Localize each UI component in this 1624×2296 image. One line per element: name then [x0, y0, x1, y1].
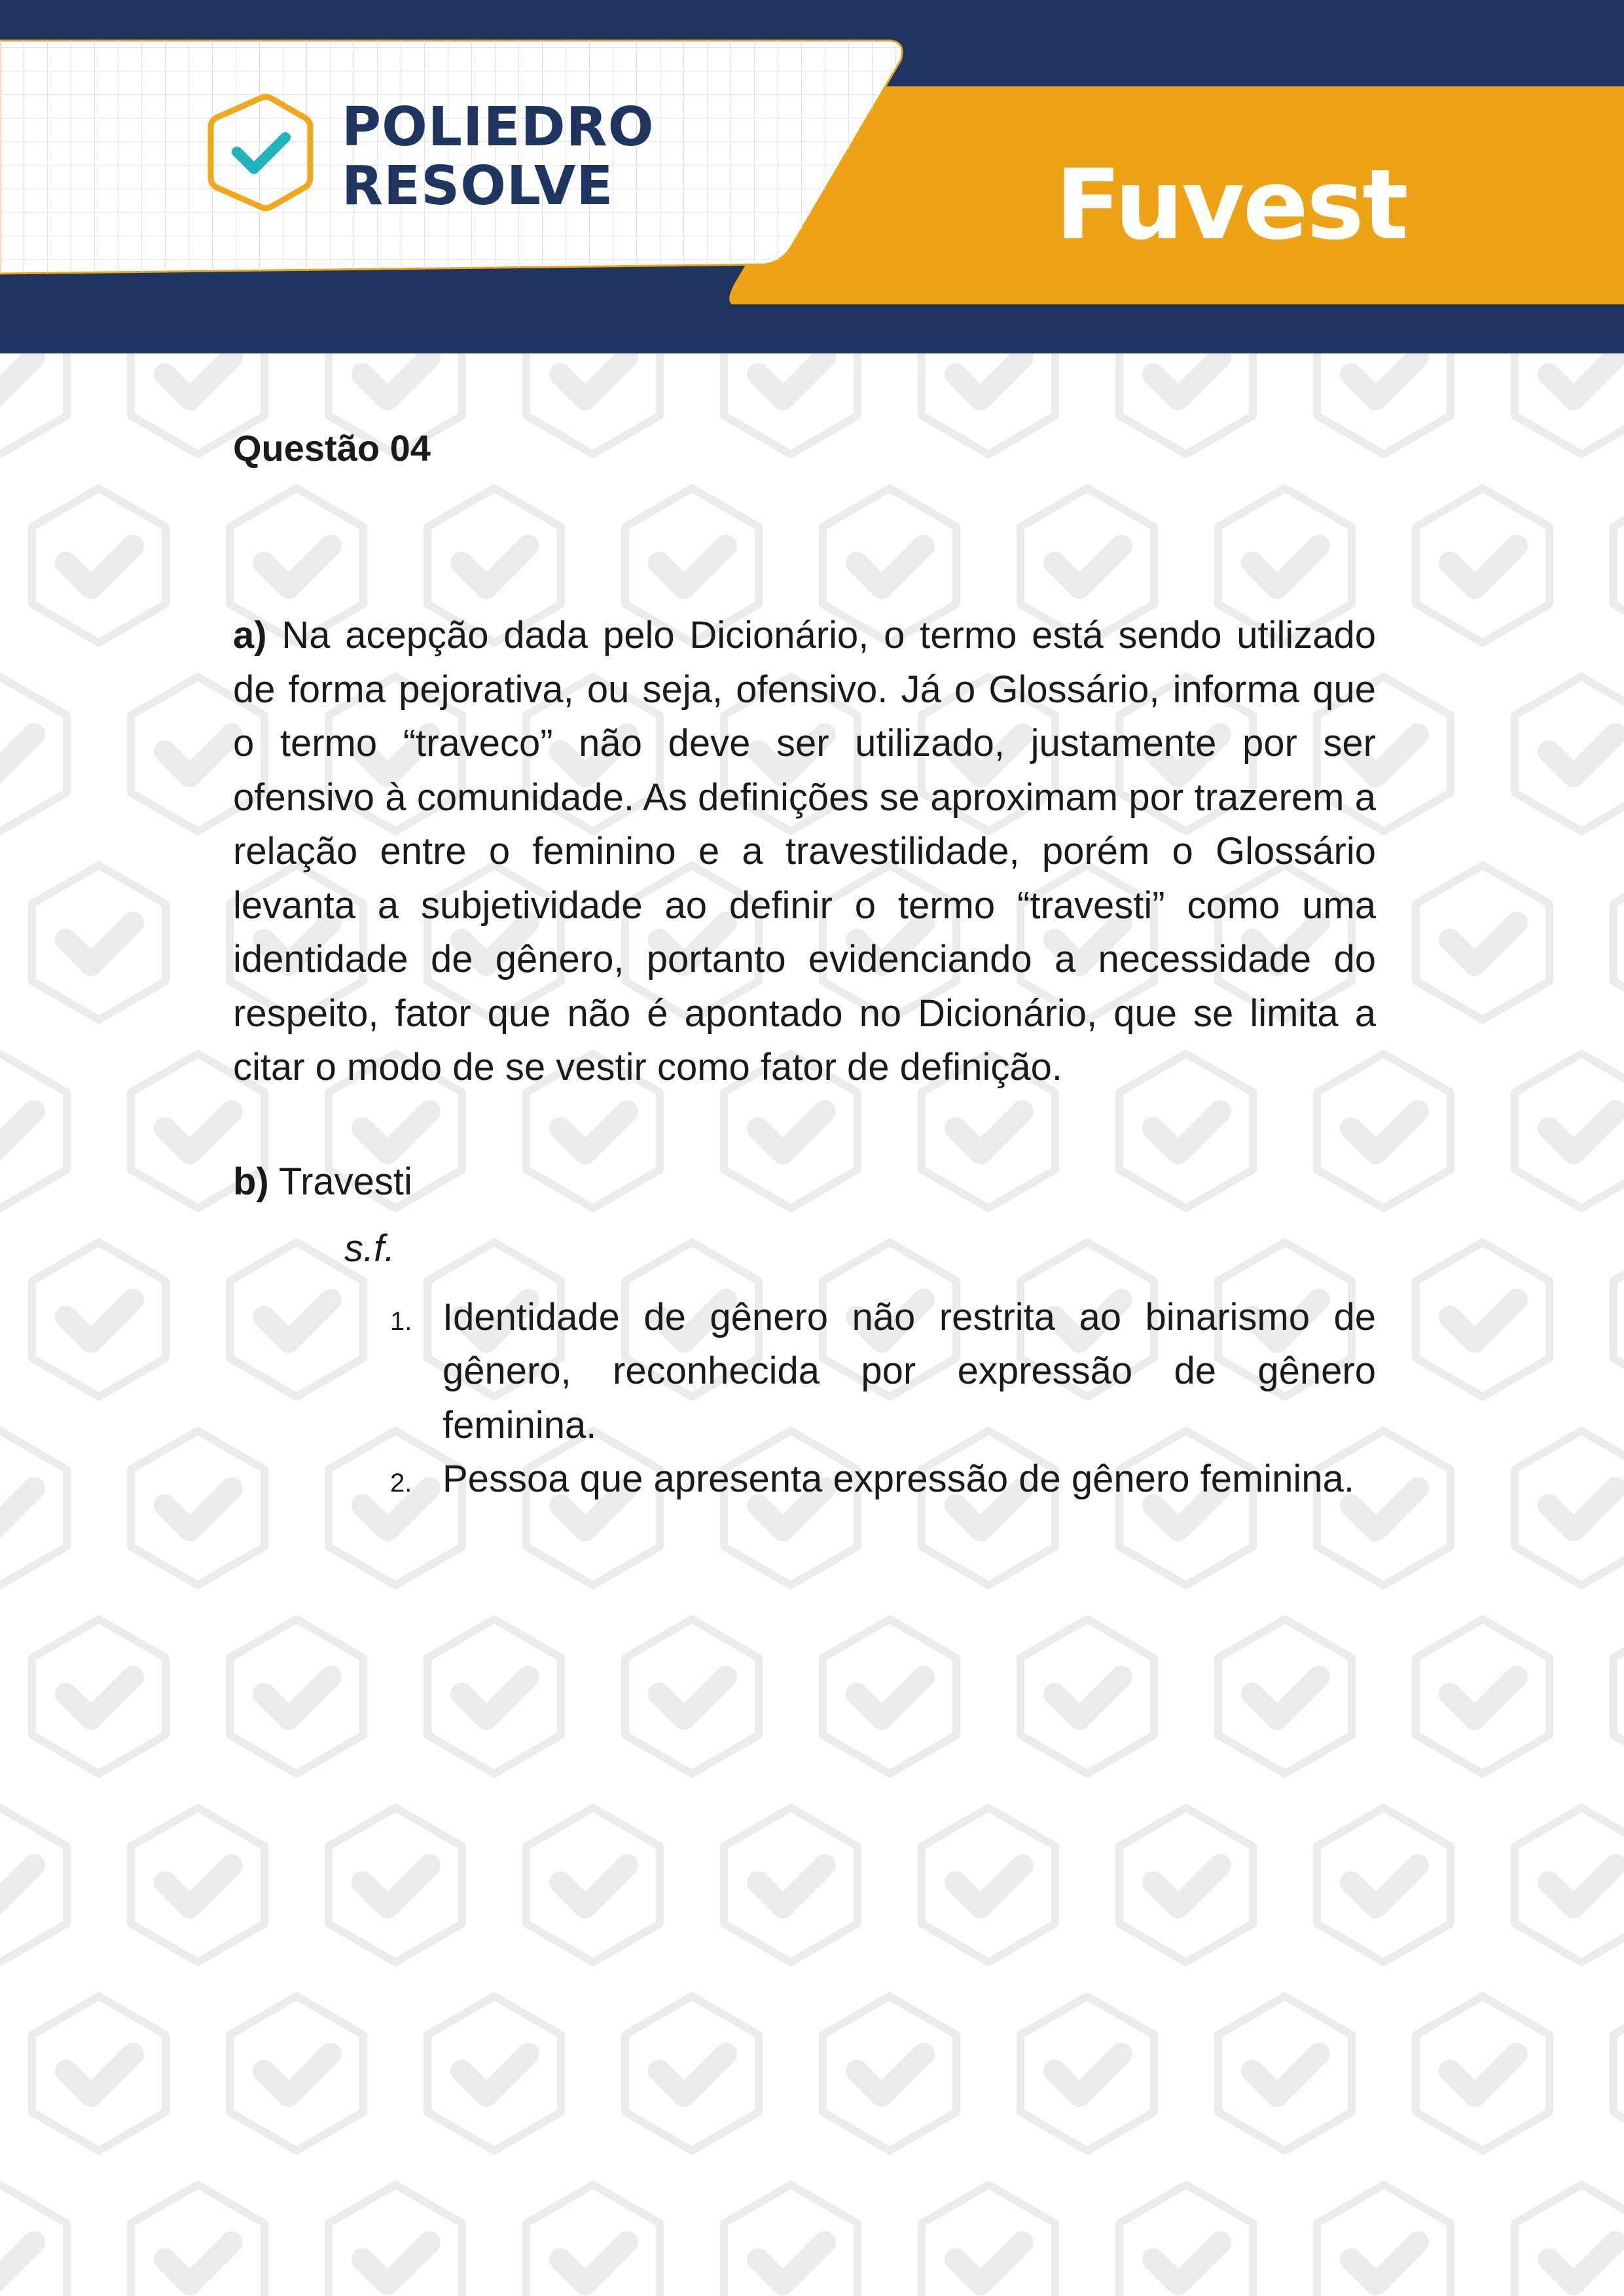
answer-a-label: a)	[233, 614, 267, 656]
answer-b-term: Travesti	[278, 1160, 412, 1203]
answer-a-text: Na acepção dada pelo Dicionário, o termo está sendo utilizado de forma pejorativa, ou seja, ofensivo. Já o Glossário, informa que o termo “traveco” não deve ser utilizado, justamente por ser ofensivo à comunidade. As definições se aproximam por trazerem a relação entre o feminino e a travestilidade, porém o Glossário levanta a subjetividade ao definir o termo “travesti” como uma identidade de gênero, portanto evidenciando a necessidade do respeito, fator que não é apontado no Dicionário, que se limita a citar o modo de se vestir como fator de definição.	[233, 614, 1376, 1088]
answer-b-label: b)	[233, 1160, 269, 1203]
definition-number: 2.	[390, 1469, 412, 1498]
brand-line-2: RESOLVE	[342, 155, 614, 217]
definition-item	[390, 1452, 1376, 1507]
exam-title: Fuvest	[1055, 149, 1407, 261]
answer-content	[233, 419, 1376, 1507]
brand-line-1: POLIEDRO	[342, 96, 655, 158]
definition-list	[233, 1291, 1376, 1507]
definition-item	[390, 1291, 1376, 1453]
question-title: Questão 04	[233, 427, 431, 469]
answer-a	[233, 609, 1376, 1095]
answer-b	[233, 1155, 1376, 1210]
part-of-speech: s.f.	[344, 1227, 395, 1270]
definition-text: Identidade de gênero não restrita ao binarismo de gênero, reconhecida por expressão de gênero feminina.	[442, 1295, 1376, 1446]
definition-text: Pessoa que apresenta expressão de gênero feminina.	[442, 1458, 1354, 1500]
definition-number: 1.	[390, 1306, 412, 1336]
hexagon-check-icon	[203, 90, 318, 215]
brand-logo-text	[342, 98, 655, 216]
